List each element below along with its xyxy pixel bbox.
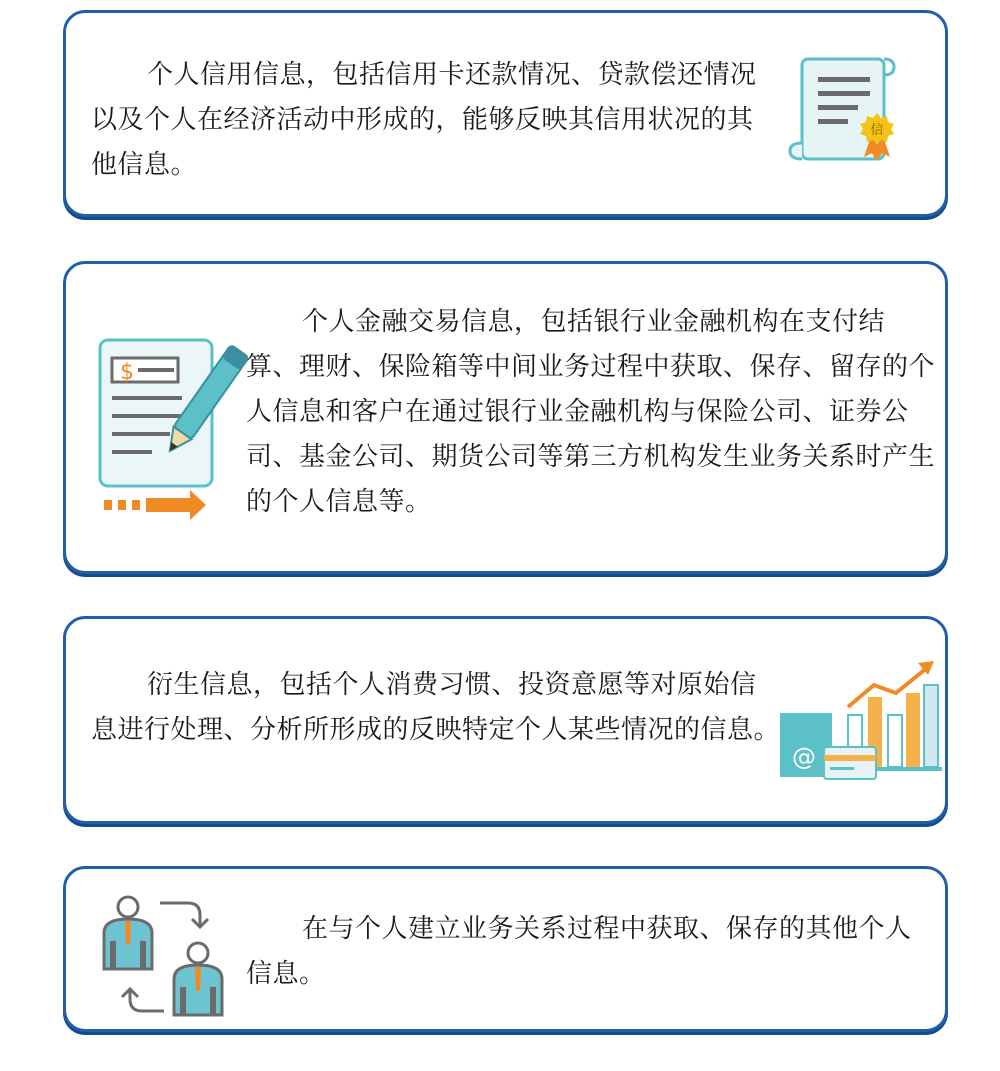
document-pen-icon	[94, 334, 264, 524]
derived-info-card	[63, 616, 948, 824]
people-exchange-icon	[96, 891, 231, 1021]
transaction-info-card	[63, 261, 948, 574]
shopping-analytics-icon	[778, 657, 948, 782]
credit-info-text: 个人信用信息，包括信用卡还款情况、贷款偿还情况以及个人在经济活动中形成的，能够反映其信用状况的其他信息。	[91, 60, 757, 180]
currency-symbol: $	[120, 360, 134, 385]
other-info-card	[63, 866, 948, 1032]
credit-info-card	[63, 10, 948, 217]
certificate-scroll-icon	[788, 51, 918, 181]
transaction-info-text: 个人金融交易信息，包括银行业金融机构在支付结算、理财、保险箱等中间业务过程中获取、保存、留存的个人信息和客户在通过银行业金融机构与保险公司、证券公司、基金公司、期货公司等第三方机构发生业务关系时产生的个人信息等。	[246, 307, 936, 517]
seal-char: 信	[870, 123, 884, 138]
other-info-text: 在与个人建立业务关系过程中获取、保存的其他个人信息。	[246, 914, 912, 989]
derived-info-text: 衍生信息，包括个人消费习惯、投资意愿等对原始信息进行处理、分析所形成的反映特定个人某些情况的信息。	[91, 670, 781, 745]
at-symbol: @	[792, 743, 816, 771]
